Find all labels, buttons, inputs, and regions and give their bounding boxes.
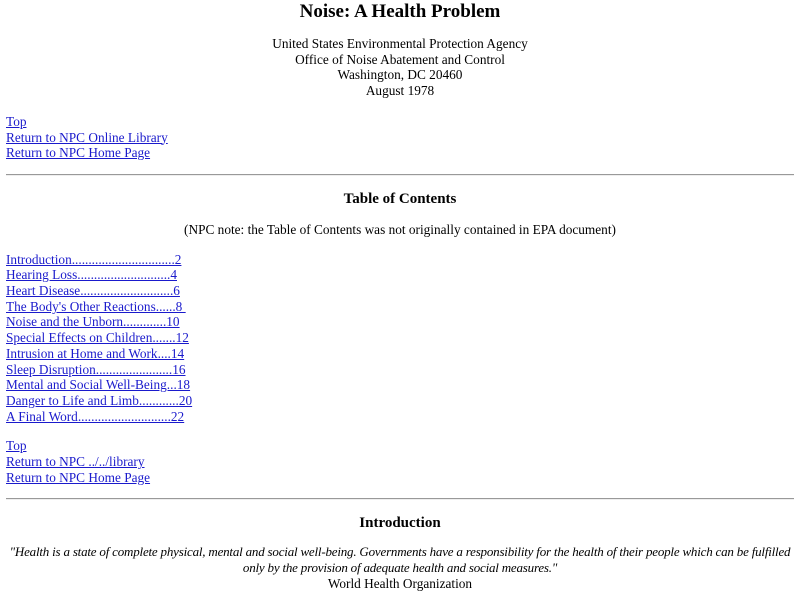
top-link[interactable]: Top (6, 438, 27, 454)
toc-item[interactable]: Hearing Loss............................4 (6, 267, 177, 283)
agency: United States Environmental Protection Agency (272, 36, 528, 51)
toc-item[interactable]: Intrusion at Home and Work....14 (6, 345, 185, 361)
top-nav (6, 114, 794, 161)
library-link[interactable]: Return to NPC ../../library (6, 454, 145, 470)
toc-note: (NPC note: the Table of Contents was not originally contained in EPA document) (184, 221, 616, 237)
library-link[interactable]: Return to NPC Online Library (6, 129, 168, 145)
toc-item[interactable]: Sleep Disruption.......................16 (6, 361, 186, 377)
toc-heading: Table of Contents (343, 190, 457, 207)
toc-item[interactable]: A Final Word............................22 (6, 408, 185, 424)
quote-source: World Health Organization (327, 575, 473, 591)
home-link[interactable]: Return to NPC Home Page (6, 145, 151, 161)
toc-item[interactable]: Mental and Social Well-Being...18 (6, 377, 191, 393)
date: August 1978 (365, 83, 435, 99)
page-title: Noise: A Health Problem (299, 1, 501, 22)
bottom-nav (6, 438, 794, 485)
top-link[interactable]: Top (6, 113, 27, 129)
address: Washington, DC 20460 (337, 67, 463, 83)
toc-item[interactable]: Noise and the Unborn.............10 (6, 314, 180, 330)
toc-list (6, 252, 794, 425)
toc-item[interactable]: The Body's Other Reactions......8 (6, 298, 186, 314)
divider (6, 174, 794, 176)
toc-item[interactable]: Heart Disease............................6 (6, 283, 180, 299)
divider (6, 498, 794, 500)
toc-item[interactable]: Danger to Life and Limb............20 (6, 392, 193, 408)
home-link[interactable]: Return to NPC Home Page (6, 469, 151, 485)
toc-item[interactable]: Special Effects on Children.......12 (6, 330, 189, 346)
toc-item[interactable]: Introduction...............................2 (6, 251, 182, 267)
office: Office of Noise Abatement and Control (295, 51, 505, 67)
publisher-info (6, 36, 794, 99)
intro-heading: Introduction (359, 515, 441, 532)
who-quote: "Health is a state of complete physical, mental and social well-being. Governments have a responsibility for the health of their people which can be fulfilled only by the provision of adequate health and social measures." (9, 544, 791, 576)
